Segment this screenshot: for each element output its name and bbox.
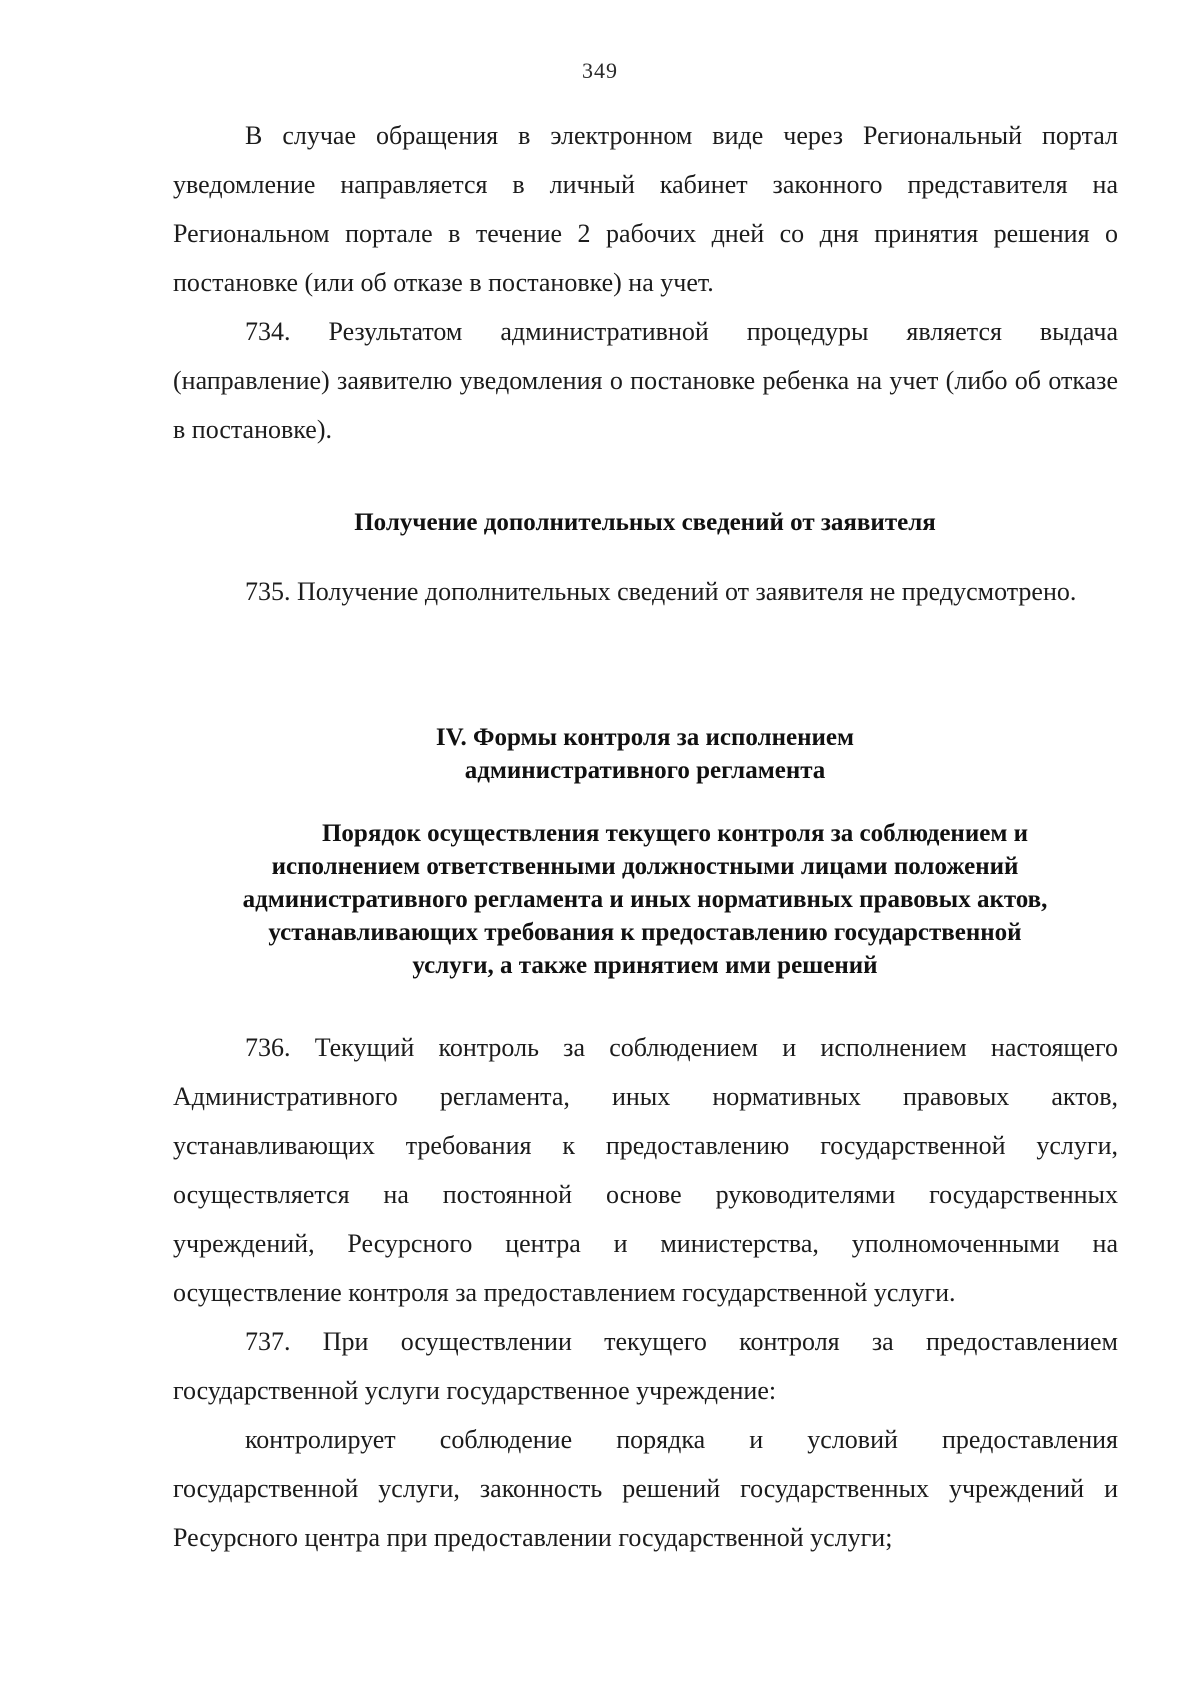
subheading-line-5: услуги, а также принятием ими решений (412, 952, 878, 979)
paragraph-control-duties: контролирует соблюдение порядка и условий предоставления государственной услуги, законность решений государственных учреждений и Ресурсного центра при предоставлении государственной услуги; (173, 1425, 1118, 1552)
paragraph-electronic-notification: В случае обращения в электронном виде через Региональный портал уведомление направляется в личный кабинет законного представителя на Региональном портале в течение 2 рабочих дней со дня принятия решения о постановке (или об отказе в постановке) на учет. (173, 121, 1118, 297)
paragraph-734: 734. Результатом административной процедуры является выдача (направление) заявителю уведомления о постановке ребенка на учет (либо об отказе в постановке). (173, 317, 1118, 444)
section-iv-title-line-2: административного регламента (464, 757, 826, 784)
section-iv-title-line-1: IV. Формы контроля за исполнением (435, 724, 855, 751)
paragraph-735: 735. Получение дополнительных сведений от заявителя не предусмотрено. (245, 577, 1077, 606)
section-iv-heading (150, 721, 1140, 787)
subheading-line-4: устанавливающих требования к предоставлению государственной (268, 919, 1022, 946)
heading-additional-info: Получение дополнительных сведений от заявителя (354, 509, 936, 536)
paragraph-737: 737. При осуществлении текущего контроля за предоставлением государственной услуги государственное учреждение: (173, 1327, 1118, 1405)
text-block-notification (173, 111, 1118, 454)
text-block-current-control (173, 1023, 1118, 1562)
paragraph-736: 736. Текущий контроль за соблюдением и исполнением настоящего Административного регламента, иных нормативных правовых актов, устанавливающих требования к предоставлению государственной услуги, осуществляется на постоянной основе руководителями государственных учреждений, Ресурсного центра и министерства, уполномоченными на осуществление контроля за предоставлением государственной услуги. (173, 1033, 1118, 1307)
page-number: 349 (582, 58, 618, 83)
subheading-line-3: административного регламента и иных нормативных правовых актов, (242, 886, 1048, 913)
text-block-additional-info (173, 567, 1118, 616)
subheading-line-2: исполнением ответственными должностными лицами положений (271, 853, 1019, 880)
control-procedure-subheading (150, 817, 1140, 982)
subheading-line-1: Порядок осуществления текущего контроля за соблюдением и (321, 820, 1029, 847)
